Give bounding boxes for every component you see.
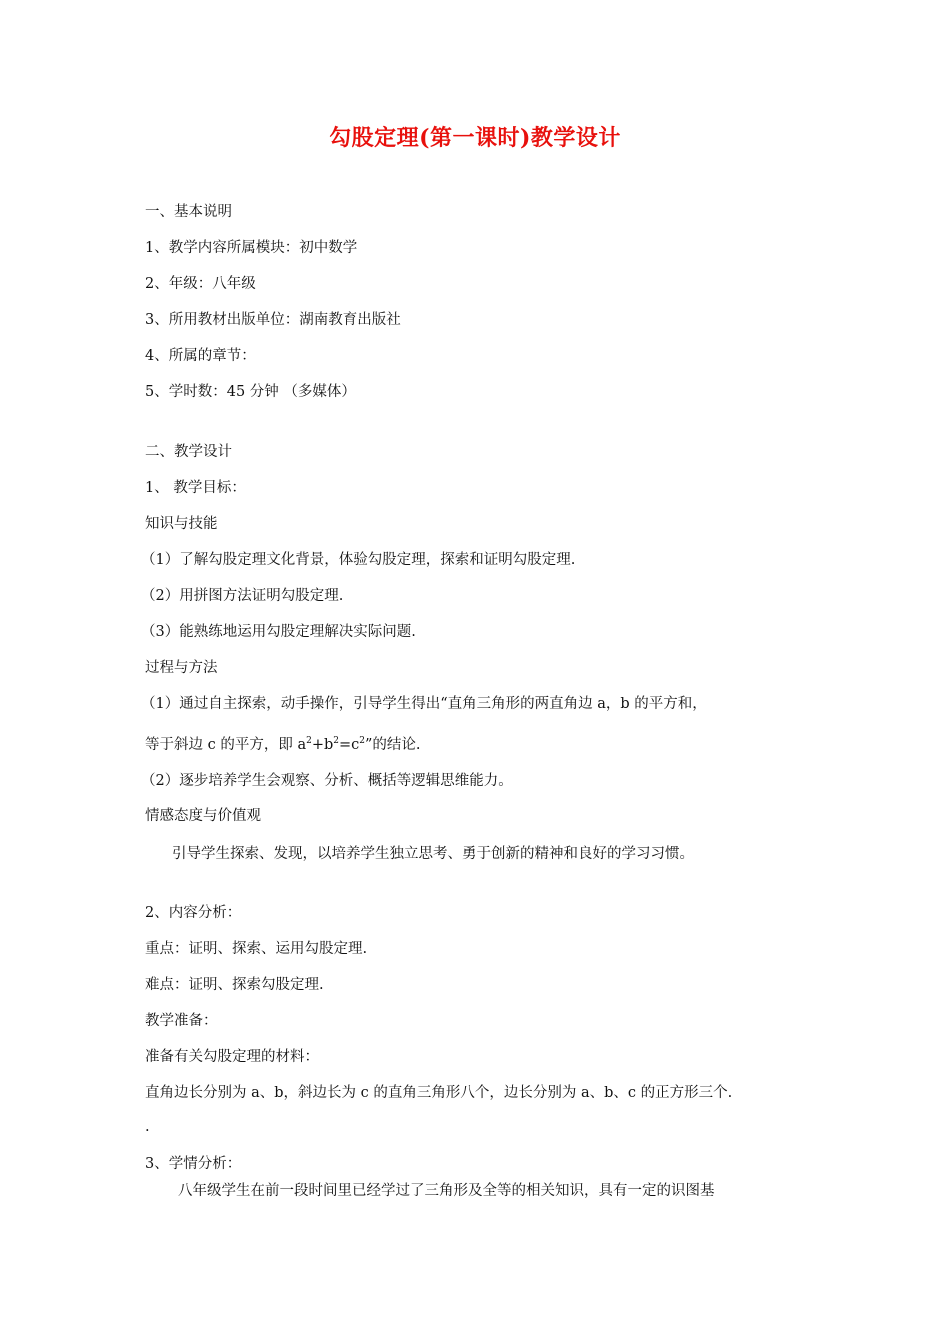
basic-item-2: 2、年级：八年级 [145, 276, 256, 292]
basic-item-1: 1、教学内容所属模块：初中数学 [145, 240, 358, 256]
process-item-1-line-2 [145, 735, 421, 755]
basic-item-3: 3、所用教材出版单位：湖南教育出版社 [145, 312, 401, 328]
document-title: 勾股定理(第一课时)教学设计 [329, 125, 621, 151]
formula-superscript: 2 [359, 736, 366, 747]
key-point: 重点：证明、探索、运用勾股定理. [145, 941, 368, 957]
process-item-1-line-1: （1）通过自主探索，动手操作，引导学生得出“直角三角形的两直角边 a，b 的平方和， [141, 696, 707, 712]
prep-line-1: 准备有关勾股定理的材料： [145, 1049, 319, 1065]
formula-text-after: ”的结论. [365, 737, 421, 753]
prep-dot: . [145, 1119, 150, 1135]
formula-text-before: 等于斜边 c 的平方，即 a [145, 737, 307, 753]
emotion-text: 引导学生探索、发现，以培养学生独立思考、勇于创新的精神和良好的学习习惯。 [172, 846, 694, 862]
basic-item-4: 4、所属的章节： [145, 348, 256, 364]
emotion-heading: 情感态度与价值观 [145, 808, 261, 824]
prep-line-2: 直角边长分别为 a、b，斜边长为 c 的直角三角形八个，边长分别为 a、b、c 的正方形三个. [145, 1085, 733, 1101]
difficult-point: 难点：证明、探索勾股定理. [145, 977, 324, 993]
process-item-2: （2）逐步培养学生会观察、分析、概括等逻辑思维能力。 [141, 773, 513, 789]
formula-text: =c [339, 737, 360, 753]
prep-heading: 教学准备： [145, 1013, 218, 1029]
goals-heading: 1、 教学目标： [145, 480, 246, 496]
knowledge-heading: 知识与技能 [145, 516, 218, 532]
learner-analysis-text: 八年级学生在前一段时间里已经学过了三角形及全等的相关知识，具有一定的识图基 [178, 1183, 715, 1199]
knowledge-item-3: （3）能熟练地运用勾股定理解决实际问题. [141, 624, 416, 640]
section-2-heading: 二、教学设计 [145, 444, 232, 460]
basic-item-5: 5、学时数：45 分钟 （多媒体） [145, 384, 356, 400]
formula-text: +b [311, 737, 334, 753]
knowledge-item-1: （1）了解勾股定理文化背景，体验勾股定理，探索和证明勾股定理. [141, 552, 576, 568]
learner-analysis-heading: 3、学情分析： [145, 1156, 242, 1172]
process-heading: 过程与方法 [145, 660, 218, 676]
section-1-heading: 一、基本说明 [145, 204, 232, 220]
knowledge-item-2: （2）用拼图方法证明勾股定理. [141, 588, 344, 604]
content-analysis-heading: 2、内容分析： [145, 905, 242, 921]
formula-superscript: 2 [333, 736, 339, 747]
formula-superscript: 2 [306, 736, 312, 747]
